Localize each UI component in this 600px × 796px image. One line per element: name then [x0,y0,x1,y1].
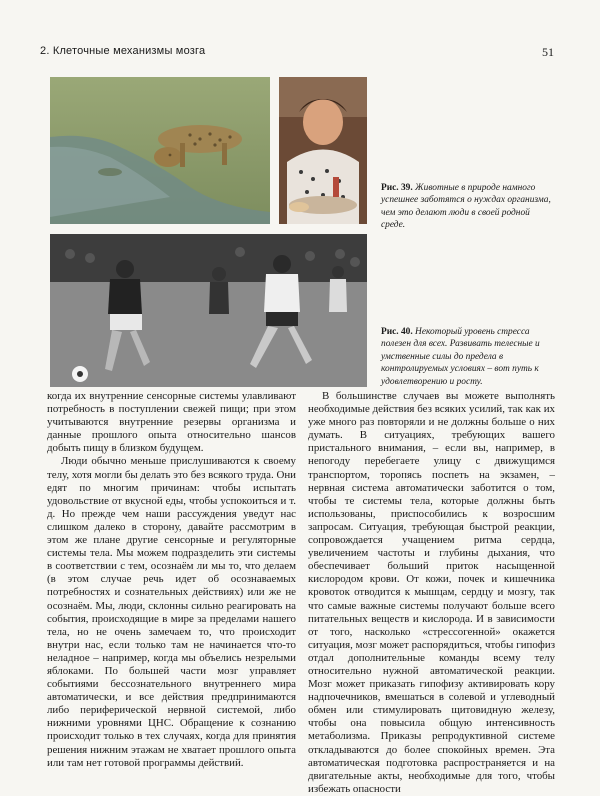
cheetah-photo [50,77,270,224]
football-photo [50,234,367,387]
right-paragraph-1: В большинстве случаев вы можете выполнять необходимые действия без всяких усилий, так как их уже много раз повторяли и не должны больше о них думать. В ситуациях, требующих вашего пристального внимания, – если вы, например, в непогоду перебегаете улицу с движущимся транспортом, торопясь поспеть на экзамен, – нервная система автоматически заботится о том, чтобы те системы тела, которые должны быть использованы, приспособились к возросшим запросам. Ситуация, требующая быстрой реакции, сопровождается учащением ритма сердца, увеличением частоты и глубины дыхания, что обеспечивает больший приток насыщенной кислородом крови. От кожи, почек и кишечника кровоток отводится к мышцам, сердцу и мозгу, так что самые важные системы получают больше всего питательных веществ и кислорода. И в зависимости от того, насколько «стрессогенной» окажется ситуация, мозг может распорядиться, чтобы гипофиз отдал дополнительные команды всему телу относительно нужной автоматической реакции. Мозг может приказать гипофизу активировать кору надпочечников, вмешаться в солевой и углеводный обмен или стимулировать щитовидную железу, чтобы она повысила общую интенсивность метаболизма. Приказы репродуктивной системе откладываются до более спокойных времен. Эта автоматическая подготовка распространяется и на двигательные акты, необходимые для того, чтобы избежать опасности [308,390,555,795]
left-paragraph-1: когда их внутренние сенсорные системы улавливают потребность в поступлении свежей пищи; при этом учитываются внутренние резервы организма и данные прошлого опыта относительно шансов добыть пищу в близком будущем. [47,390,296,455]
chapter-header: 2. Клеточные механизмы мозга [40,45,206,57]
figure-40-text: Некоторый уровень стресса полезен для всех. Развивать телесные и умственные силы до предела в контролируемых условиях – вот путь к удовлетворению и росту. [381,327,540,387]
figure-39-number: Рис. 39. [381,183,413,193]
page-number: 51 [542,45,554,59]
right-column [308,390,555,796]
figure-39-text: Животные в природе намного успешнее заботятся о нуждах организма, чем это делают люди в своей родной среде. [381,183,551,231]
figure-39-caption [381,182,553,232]
left-paragraph-2: Люди обычно меньше прислушиваются к своему телу, хотя могли бы делать это без всякого труда. Они едят по многим причинам: чтобы испытать удовольствие от вкусной еды, чтобы успокоиться и т. д. Но прежде чем наши рассуждения уведут нас слишком далеко в сторону, давайте рассмотрим в этом же плане другие сенсорные и регуляторные системы тела. Мы можем подразделить эти системы в соответствии с тем, осознаём ли мы то, что делаем (в этом случае речь идет об осознаваемых потребностях и сознательных действиях) или же не осознаём. Мы, люди, склонны сильно реагировать на события, происходящие в мире за пределами нашего тела, но не очень замечаем то, что происходит внутри нас, если только там не начинается что-то неладное – например, когда мы объелись незрелыми яблоками. По большей части мозг управляет событиями бессознательного внутреннего мира автоматически, и все действия предпринимаются либо периферической нервной системой, либо нижними уровнями ЦНС. Обращение к сознанию происходит только в тех случаях, когда для принятия решения нижним этажам не хватает прошлого опыта или там нет готовой программы действий. [47,455,296,769]
left-column [47,390,296,770]
person-eating-photo [279,77,367,224]
figure-40-caption [381,326,553,388]
figure-40-number: Рис. 40. [381,327,413,337]
